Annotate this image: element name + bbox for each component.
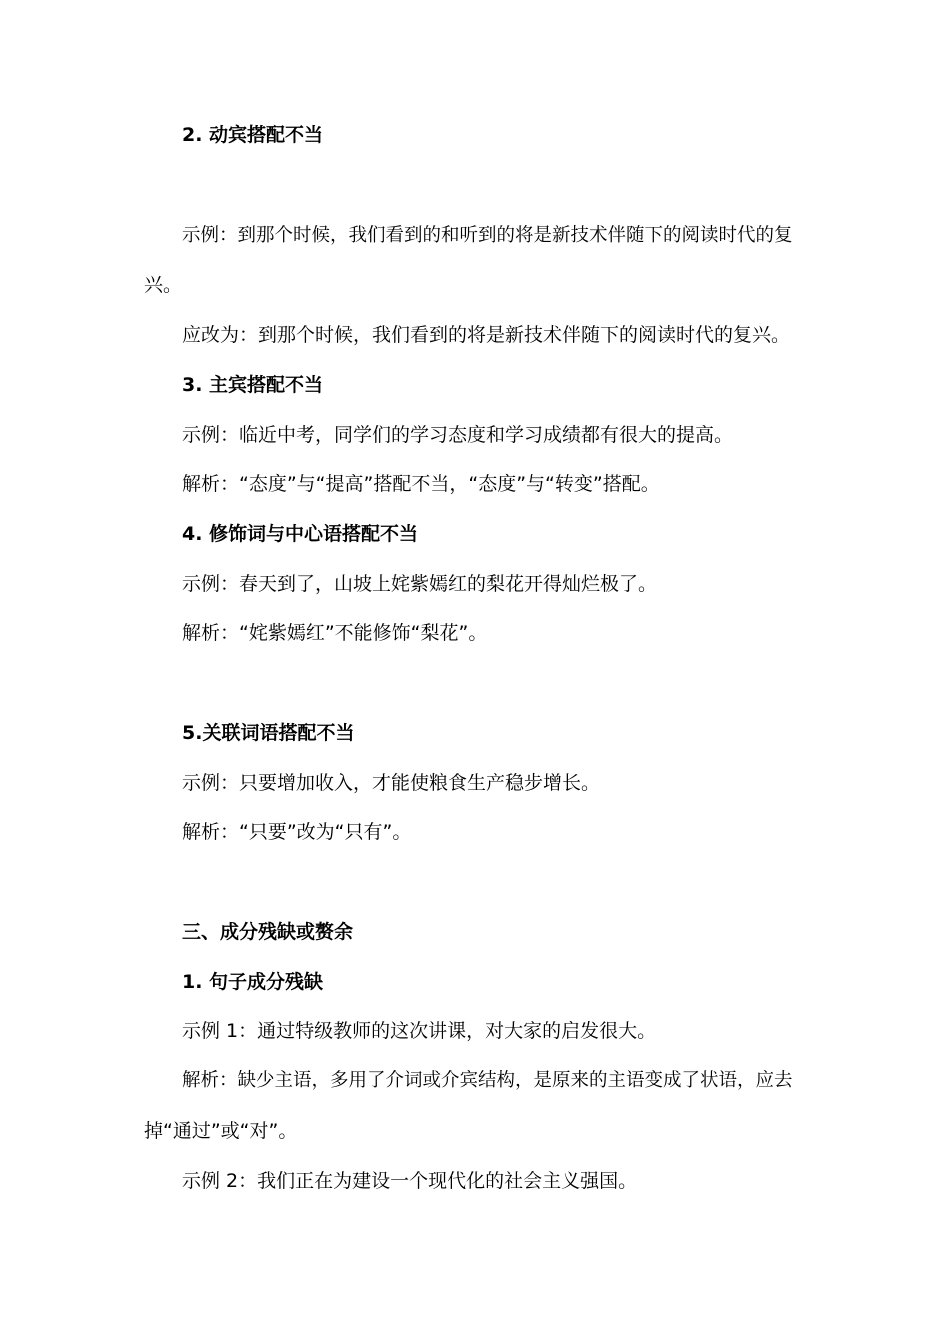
- example-line: 示例：到那个时候，我们看到的和听到的将是新技术伴随下的阅读时代的复: [182, 225, 793, 246]
- analysis-line: 解析：“只要”改为“只有”。: [182, 821, 412, 843]
- example-line: 示例 2：我们正在为建设一个现代化的社会主义强国。: [182, 1170, 638, 1192]
- analysis-line: 解析：缺少主语，多用了介词或介宾结构，是原来的主语变成了状语，应去: [182, 1070, 793, 1091]
- analysis-line: 解析：“态度”与“提高”搭配不当，“态度”与“转变”搭配。: [182, 473, 660, 495]
- heading-missing-component: 1. 句子成分残缺: [182, 971, 324, 993]
- heading-verb-object: 2. 动宾搭配不当: [182, 124, 324, 146]
- analysis-line-cont: 掉“通过”或“对”。: [144, 1120, 298, 1142]
- heading-conjunction: 5.关联词语搭配不当: [182, 722, 355, 744]
- correction-line: 应改为：到那个时候，我们看到的将是新技术伴随下的阅读时代的复兴。: [182, 324, 791, 346]
- example-line: 示例：只要增加收入，才能使粮食生产稳步增长。: [182, 772, 601, 794]
- example-line: 示例 1：通过特级教师的这次讲课，对大家的启发很大。: [182, 1020, 657, 1042]
- heading-modifier: 4. 修饰词与中心语搭配不当: [182, 523, 419, 545]
- heading-subject-object: 3. 主宾搭配不当: [182, 374, 324, 396]
- section-heading-3: 三、成分残缺或赘余: [182, 921, 354, 943]
- analysis-line: 解析：“姹紫嫣红”不能修饰“梨花”。: [182, 622, 488, 644]
- example-line: 示例：临近中考，同学们的学习态度和学习成绩都有很大的提高。: [182, 424, 734, 446]
- example-line: 示例：春天到了，山坡上姹紫嫣红的梨花开得灿烂极了。: [182, 573, 658, 595]
- example-line-cont: 兴。: [144, 274, 183, 296]
